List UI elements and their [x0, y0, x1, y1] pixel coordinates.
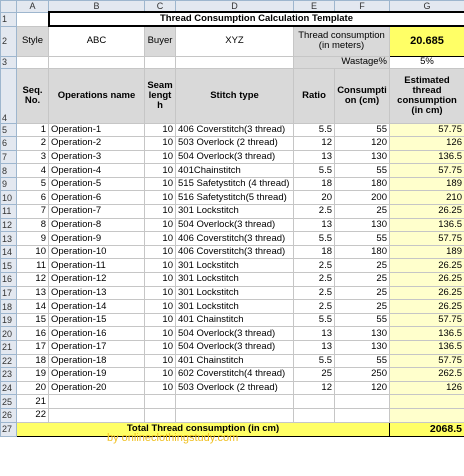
table-row — [1, 286, 464, 300]
row-header[interactable]: 13 — [1, 232, 17, 246]
table-row — [1, 191, 464, 205]
operation-name-cell[interactable]: Operation-15 — [49, 313, 145, 327]
table-row — [1, 313, 464, 327]
row-header[interactable]: 9 — [1, 177, 17, 191]
row-header[interactable]: 22 — [1, 354, 17, 368]
seam-length-cell[interactable]: 10 — [145, 137, 176, 151]
estimated-consumption-cell[interactable]: 57.75 — [390, 354, 464, 368]
ratio-cell[interactable]: 13 — [294, 150, 335, 164]
ratio-cell[interactable]: 12 — [294, 137, 335, 151]
seam-length-cell[interactable]: 10 — [145, 273, 176, 287]
ratio-cell[interactable]: 5.5 — [294, 354, 335, 368]
seq-no-cell[interactable]: 15 — [17, 313, 49, 327]
seq-no-header[interactable]: Seq. No. — [17, 68, 49, 123]
stitch-type-cell[interactable]: 406 Coverstitch(3 thread) — [176, 245, 294, 259]
row-header[interactable]: 25 — [1, 395, 17, 409]
seam-length-cell[interactable]: 10 — [145, 177, 176, 191]
stitch-type-cell[interactable]: 602 Coverstitch(4 thread) — [176, 368, 294, 382]
operation-name-cell[interactable]: Operation-6 — [49, 191, 145, 205]
stitch-type-cell[interactable]: 401 Chainstitch — [176, 354, 294, 368]
estimated-consumption-cell[interactable]: 57.75 — [390, 123, 464, 137]
consumption-header[interactable]: Consumption (cm) — [335, 68, 390, 123]
table-row — [1, 300, 464, 314]
buyer-label[interactable]: Buyer — [145, 26, 176, 56]
seam-length-cell[interactable]: 10 — [145, 232, 176, 246]
template-title[interactable]: Thread Consumption Calculation Template — [49, 12, 464, 26]
operation-name-cell[interactable]: Operation-20 — [49, 381, 145, 395]
seq-no-cell[interactable]: 1 — [17, 123, 49, 137]
seam-length-header[interactable]: Seam length — [145, 68, 176, 123]
ratio-cell[interactable]: 13 — [294, 327, 335, 341]
seam-length-cell[interactable]: 10 — [145, 368, 176, 382]
seq-no-cell[interactable]: 20 — [17, 381, 49, 395]
column-header-f[interactable]: F — [335, 1, 390, 13]
operation-name-cell[interactable]: Operation-18 — [49, 354, 145, 368]
seq-no-cell[interactable]: 21 — [17, 395, 49, 409]
stitch-type-cell[interactable]: 301 Lockstitch — [176, 205, 294, 219]
operation-name-cell[interactable]: Operation-8 — [49, 218, 145, 232]
row-header[interactable]: 26 — [1, 408, 17, 422]
operation-name-cell[interactable]: Operation-16 — [49, 327, 145, 341]
seq-no-cell[interactable]: 11 — [17, 259, 49, 273]
estimated-consumption-cell[interactable]: 26.25 — [390, 205, 464, 219]
stitch-type-cell[interactable]: 401 Chainstitch — [176, 313, 294, 327]
row-header[interactable]: 24 — [1, 381, 17, 395]
row-header[interactable]: 20 — [1, 327, 17, 341]
column-title-row — [1, 68, 464, 123]
operation-name-cell[interactable]: Operation-3 — [49, 150, 145, 164]
operation-name-cell[interactable]: Operation-17 — [49, 341, 145, 355]
ratio-cell[interactable]: 2.5 — [294, 286, 335, 300]
buyer-value[interactable]: XYZ — [176, 26, 294, 56]
empty-cell[interactable] — [335, 395, 390, 409]
table-row — [1, 259, 464, 273]
stitch-type-cell[interactable]: 504 Overlock(3 thread) — [176, 150, 294, 164]
stitch-type-cell[interactable]: 406 Coverstitch(3 thread) — [176, 123, 294, 137]
estimated-consumption-cell[interactable]: 136.5 — [390, 150, 464, 164]
select-all-corner[interactable] — [1, 1, 17, 13]
stitch-type-header[interactable]: Stitch type — [176, 68, 294, 123]
wastage-label[interactable]: Wastage% — [294, 56, 390, 68]
empty-cell[interactable] — [390, 395, 464, 409]
stitch-type-cell[interactable]: 301 Lockstitch — [176, 286, 294, 300]
seq-no-cell[interactable]: 13 — [17, 286, 49, 300]
stitch-type-cell[interactable]: 301 Lockstitch — [176, 273, 294, 287]
estimated-consumption-header[interactable]: Estimated thread consumption (in cm) — [390, 68, 464, 123]
cell-c3[interactable] — [145, 56, 176, 68]
seq-no-cell[interactable]: 12 — [17, 273, 49, 287]
operation-name-cell[interactable]: Operation-2 — [49, 137, 145, 151]
column-header-b[interactable]: B — [49, 1, 145, 13]
ratio-cell[interactable]: 2.5 — [294, 273, 335, 287]
ratio-cell[interactable]: 18 — [294, 245, 335, 259]
table-row — [1, 368, 464, 382]
consumption-cell[interactable]: 25 — [335, 259, 390, 273]
table-row — [1, 164, 464, 178]
row-header-3[interactable]: 3 — [1, 56, 17, 68]
consumption-cell[interactable]: 200 — [335, 191, 390, 205]
ratio-cell[interactable]: 13 — [294, 341, 335, 355]
estimated-consumption-cell[interactable]: 210 — [390, 191, 464, 205]
style-value[interactable]: ABC — [49, 26, 145, 56]
row-header[interactable]: 5 — [1, 123, 17, 137]
consumption-cell[interactable]: 180 — [335, 177, 390, 191]
table-row — [1, 177, 464, 191]
consumption-cell[interactable]: 55 — [335, 123, 390, 137]
consumption-cell[interactable]: 120 — [335, 137, 390, 151]
empty-cell[interactable] — [390, 408, 464, 422]
seam-length-cell[interactable]: 10 — [145, 381, 176, 395]
empty-cell[interactable] — [176, 408, 294, 422]
estimated-consumption-cell[interactable]: 189 — [390, 245, 464, 259]
consumption-cell[interactable]: 55 — [335, 313, 390, 327]
ratio-cell[interactable]: 2.5 — [294, 300, 335, 314]
stitch-type-cell[interactable]: 301 Lockstitch — [176, 300, 294, 314]
table-row — [1, 218, 464, 232]
ratio-cell[interactable]: 2.5 — [294, 205, 335, 219]
row-header[interactable]: 18 — [1, 300, 17, 314]
seq-no-cell[interactable]: 19 — [17, 368, 49, 382]
operation-name-cell[interactable]: Operation-12 — [49, 273, 145, 287]
empty-cell[interactable] — [294, 395, 335, 409]
table-row — [1, 354, 464, 368]
column-header-c[interactable]: C — [145, 1, 176, 13]
seam-length-cell[interactable]: 10 — [145, 354, 176, 368]
consumption-cell[interactable]: 55 — [335, 232, 390, 246]
seq-no-cell[interactable]: 3 — [17, 150, 49, 164]
seq-no-cell[interactable]: 5 — [17, 177, 49, 191]
operation-name-cell[interactable]: Operation-9 — [49, 232, 145, 246]
estimated-consumption-cell[interactable]: 26.25 — [390, 273, 464, 287]
row-header[interactable]: 6 — [1, 137, 17, 151]
empty-cell[interactable] — [49, 395, 145, 409]
row-header[interactable]: 11 — [1, 205, 17, 219]
cell-a1[interactable] — [17, 12, 49, 26]
title-row — [1, 12, 464, 26]
operation-name-cell[interactable]: Operation-14 — [49, 300, 145, 314]
table-row — [1, 395, 464, 409]
seq-no-cell[interactable]: 7 — [17, 205, 49, 219]
estimated-consumption-cell[interactable]: 26.25 — [390, 300, 464, 314]
row-header[interactable]: 10 — [1, 191, 17, 205]
estimated-consumption-cell[interactable]: 57.75 — [390, 164, 464, 178]
ratio-cell[interactable]: 25 — [294, 368, 335, 382]
consumption-cell[interactable]: 250 — [335, 368, 390, 382]
table-row — [1, 232, 464, 246]
seq-no-cell[interactable]: 9 — [17, 232, 49, 246]
seq-no-cell[interactable]: 18 — [17, 354, 49, 368]
operation-name-cell[interactable]: Operation-11 — [49, 259, 145, 273]
column-header-row — [1, 1, 464, 13]
operation-name-cell[interactable]: Operation-10 — [49, 245, 145, 259]
style-label[interactable]: Style — [17, 26, 49, 56]
table-row — [1, 245, 464, 259]
ratio-cell[interactable]: 18 — [294, 177, 335, 191]
cell-d3[interactable] — [176, 56, 294, 68]
operations-name-header[interactable]: Operations name — [49, 68, 145, 123]
consumption-cell[interactable]: 25 — [335, 300, 390, 314]
consumption-cell[interactable]: 25 — [335, 273, 390, 287]
operation-name-cell[interactable]: Operation-19 — [49, 368, 145, 382]
row-header[interactable]: 16 — [1, 273, 17, 287]
seq-no-cell[interactable]: 17 — [17, 341, 49, 355]
row-header-1[interactable]: 1 — [1, 12, 17, 26]
estimated-consumption-cell[interactable]: 126 — [390, 137, 464, 151]
operation-name-cell[interactable]: Operation-1 — [49, 123, 145, 137]
table-row — [1, 205, 464, 219]
table-row — [1, 137, 464, 151]
empty-cell[interactable] — [335, 408, 390, 422]
empty-cell[interactable] — [176, 395, 294, 409]
seq-no-cell[interactable]: 4 — [17, 164, 49, 178]
seam-length-cell[interactable]: 10 — [145, 218, 176, 232]
row-header-27[interactable]: 27 — [1, 422, 17, 436]
wastage-row — [1, 56, 464, 68]
seq-no-cell[interactable]: 14 — [17, 300, 49, 314]
ratio-header[interactable]: Ratio — [294, 68, 335, 123]
row-header-2[interactable]: 2 — [1, 26, 17, 56]
empty-cell[interactable] — [145, 395, 176, 409]
table-row — [1, 381, 464, 395]
table-row — [1, 408, 464, 422]
table-row — [1, 327, 464, 341]
total-value[interactable]: 2068.5 — [390, 422, 464, 436]
seam-length-cell[interactable]: 10 — [145, 150, 176, 164]
watermark-text: by onlineclothingstudy.com — [107, 432, 239, 444]
seam-length-cell[interactable]: 10 — [145, 205, 176, 219]
seam-length-cell[interactable]: 10 — [145, 327, 176, 341]
consumption-cell[interactable]: 25 — [335, 205, 390, 219]
ratio-cell[interactable]: 2.5 — [294, 259, 335, 273]
operation-name-cell[interactable]: Operation-5 — [49, 177, 145, 191]
thread-consumption-value[interactable]: 20.685 — [390, 26, 464, 56]
estimated-consumption-cell[interactable]: 136.5 — [390, 327, 464, 341]
stitch-type-cell[interactable]: 516 Safetystitch(5 thread) — [176, 191, 294, 205]
table-row — [1, 341, 464, 355]
column-header-a[interactable]: A — [17, 1, 49, 13]
seam-length-cell[interactable]: 10 — [145, 164, 176, 178]
estimated-consumption-cell[interactable]: 136.5 — [390, 218, 464, 232]
estimated-consumption-cell[interactable]: 189 — [390, 177, 464, 191]
consumption-cell[interactable]: 130 — [335, 150, 390, 164]
seam-length-cell[interactable]: 10 — [145, 313, 176, 327]
stitch-type-cell[interactable]: 504 Overlock(3 thread) — [176, 218, 294, 232]
seam-length-cell[interactable]: 10 — [145, 123, 176, 137]
total-label[interactable]: Total Thread consumption (in cm) — [17, 422, 390, 436]
row-header[interactable]: 19 — [1, 313, 17, 327]
seq-no-cell[interactable]: 2 — [17, 137, 49, 151]
operation-name-cell[interactable]: Operation-7 — [49, 205, 145, 219]
stitch-type-cell[interactable]: 401Chainstitch — [176, 164, 294, 178]
ratio-cell[interactable]: 5.5 — [294, 313, 335, 327]
seam-length-cell[interactable]: 10 — [145, 286, 176, 300]
estimated-consumption-cell[interactable]: 126 — [390, 381, 464, 395]
empty-cell[interactable] — [49, 408, 145, 422]
seam-length-cell[interactable]: 10 — [145, 245, 176, 259]
ratio-cell[interactable]: 20 — [294, 191, 335, 205]
empty-rows-body — [1, 395, 464, 422]
row-header[interactable]: 8 — [1, 164, 17, 178]
seam-length-cell[interactable]: 10 — [145, 341, 176, 355]
consumption-cell[interactable]: 130 — [335, 218, 390, 232]
consumption-cell[interactable]: 180 — [335, 245, 390, 259]
stitch-type-cell[interactable]: 301 Lockstitch — [176, 259, 294, 273]
column-header-e[interactable]: E — [294, 1, 335, 13]
ratio-cell[interactable]: 5.5 — [294, 232, 335, 246]
seq-no-cell[interactable]: 22 — [17, 408, 49, 422]
row-header[interactable]: 15 — [1, 259, 17, 273]
column-header-d[interactable]: D — [176, 1, 294, 13]
stitch-type-cell[interactable]: 503 Overlock (2 thread) — [176, 381, 294, 395]
ratio-cell[interactable]: 5.5 — [294, 123, 335, 137]
cell-a3[interactable] — [17, 56, 49, 68]
consumption-cell[interactable]: 130 — [335, 341, 390, 355]
row-header[interactable]: 14 — [1, 245, 17, 259]
ratio-cell[interactable]: 12 — [294, 381, 335, 395]
seq-no-cell[interactable]: 8 — [17, 218, 49, 232]
stitch-type-cell[interactable]: 406 Coverstitch(3 thread) — [176, 232, 294, 246]
ratio-cell[interactable]: 5.5 — [294, 164, 335, 178]
estimated-consumption-cell[interactable]: 26.25 — [390, 286, 464, 300]
stitch-type-cell[interactable]: 515 Safetystitch (4 thread) — [176, 177, 294, 191]
seam-length-cell[interactable]: 10 — [145, 259, 176, 273]
column-header-g[interactable]: G — [390, 1, 464, 13]
operation-name-cell[interactable]: Operation-4 — [49, 164, 145, 178]
consumption-cell[interactable]: 25 — [335, 286, 390, 300]
cell-b3[interactable] — [49, 56, 145, 68]
seam-length-cell[interactable]: 10 — [145, 300, 176, 314]
seq-no-cell[interactable]: 10 — [17, 245, 49, 259]
seam-length-cell[interactable]: 10 — [145, 191, 176, 205]
ratio-cell[interactable]: 13 — [294, 218, 335, 232]
estimated-consumption-cell[interactable]: 57.75 — [390, 232, 464, 246]
table-row — [1, 150, 464, 164]
estimated-consumption-cell[interactable]: 136.5 — [390, 341, 464, 355]
stitch-type-cell[interactable]: 504 Overlock(3 thread) — [176, 341, 294, 355]
estimated-consumption-cell[interactable]: 57.75 — [390, 313, 464, 327]
empty-cell[interactable] — [145, 408, 176, 422]
consumption-cell[interactable]: 120 — [335, 381, 390, 395]
operations-table-body — [1, 123, 464, 395]
consumption-cell[interactable]: 130 — [335, 327, 390, 341]
consumption-cell[interactable]: 55 — [335, 164, 390, 178]
table-row — [1, 123, 464, 137]
estimated-consumption-cell[interactable]: 26.25 — [390, 259, 464, 273]
row-header[interactable]: 12 — [1, 218, 17, 232]
stitch-type-cell[interactable]: 504 Overlock(3 thread) — [176, 327, 294, 341]
estimated-consumption-cell[interactable]: 262.5 — [390, 368, 464, 382]
seq-no-cell[interactable]: 6 — [17, 191, 49, 205]
empty-cell[interactable] — [294, 408, 335, 422]
row-header[interactable]: 23 — [1, 368, 17, 382]
wastage-value[interactable]: 5% — [390, 56, 464, 68]
row-header[interactable]: 7 — [1, 150, 17, 164]
stitch-type-cell[interactable]: 503 Overlock (2 thread) — [176, 137, 294, 151]
row-header-4[interactable]: 4 — [1, 68, 17, 123]
thread-consumption-label[interactable]: Thread consumption (in meters) — [294, 26, 390, 56]
info-row — [1, 26, 464, 56]
table-row — [1, 273, 464, 287]
seq-no-cell[interactable]: 16 — [17, 327, 49, 341]
row-header[interactable]: 17 — [1, 286, 17, 300]
consumption-cell[interactable]: 55 — [335, 354, 390, 368]
row-header[interactable]: 21 — [1, 341, 17, 355]
operation-name-cell[interactable]: Operation-13 — [49, 286, 145, 300]
